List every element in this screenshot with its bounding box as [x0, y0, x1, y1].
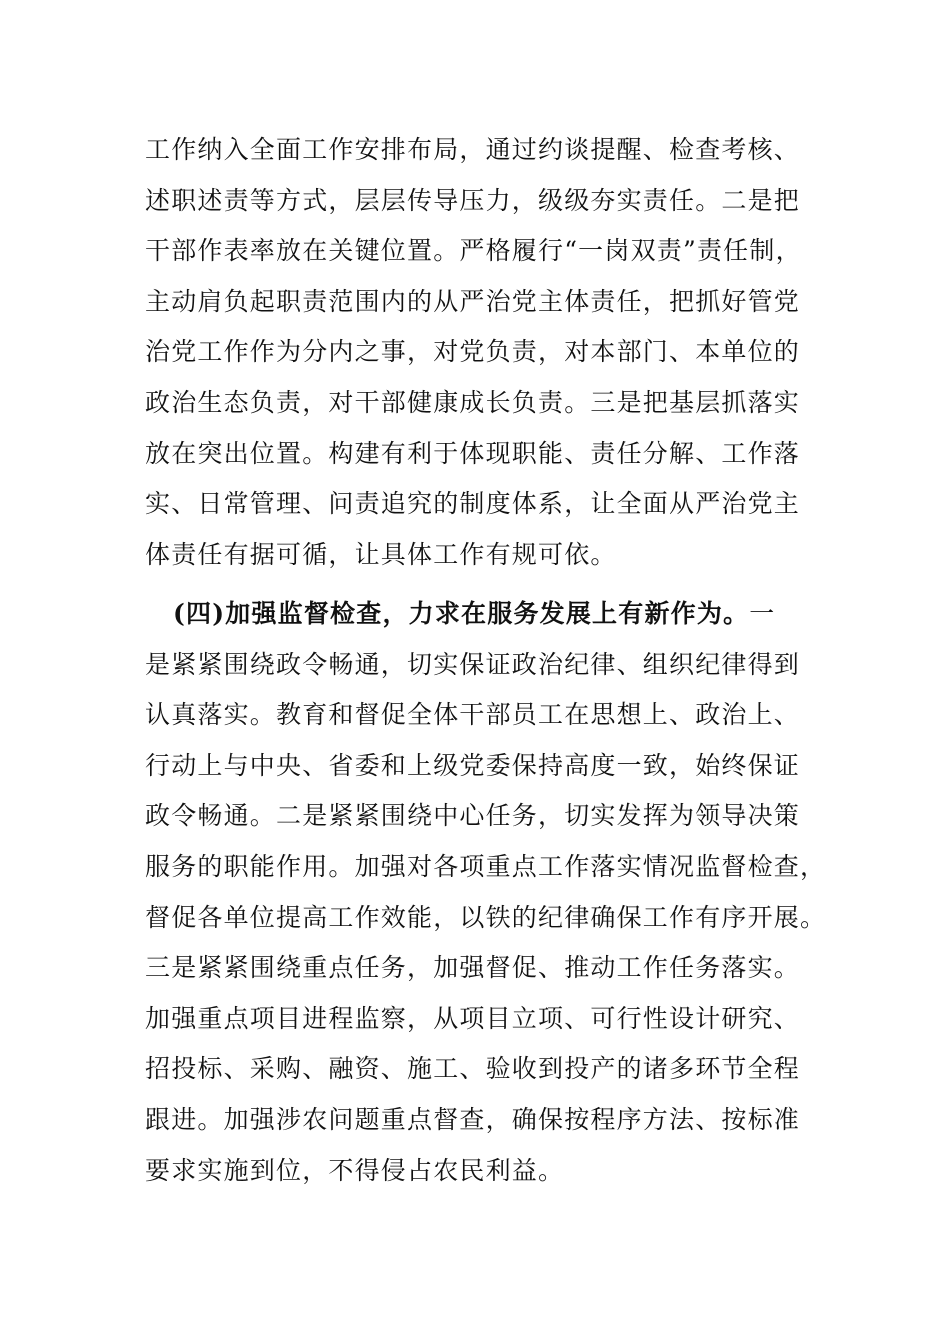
- text-line: 放在突出位置。构建有利于体现职能、责任分解、工作落: [145, 438, 801, 468]
- text-line: 实、日常管理、问责追究的制度体系，让全面从严治党主: [145, 489, 801, 519]
- text-line: 治党工作作为分内之事，对党负责，对本部门、本单位的: [145, 337, 801, 367]
- section-heading: (四)加强监督检查，力求在服务发展上有新作为。: [173, 599, 750, 628]
- text-line: 政治生态负责，对干部健康成长负责。三是把基层抓落实: [145, 387, 801, 417]
- heading-trailing-text: 一: [749, 599, 776, 628]
- paragraph-supervision: [145, 589, 827, 1196]
- text-line: 主动肩负起职责范围内的从严治党主体责任，把抓好管党: [145, 286, 801, 316]
- text-line: 政令畅通。二是紧紧围绕中心任务，切实发挥为领导决策: [145, 801, 801, 831]
- text-line: 服务的职能作用。加强对各项重点工作落实情况监督检查，: [145, 851, 827, 881]
- paragraph-responsibility: [145, 125, 805, 580]
- text-line: 认真落实。教育和督促全体干部员工在思想上、政治上、: [145, 700, 801, 730]
- text-line: 体责任有据可循，让具体工作有规可依。: [145, 539, 617, 569]
- text-line: 干部作表率放在关键位置。严格履行“一岗双责”责任制，: [145, 236, 802, 266]
- text-line: 招投标、采购、融资、施工、验收到投产的诸多环节全程: [145, 1054, 801, 1084]
- text-line: 跟进。加强涉农问题重点督查，确保按程序方法、按标准: [145, 1104, 801, 1134]
- text-line: 加强重点项目进程监察，从项目立项、可行性设计研究、: [145, 1003, 801, 1033]
- text-line: 行动上与中央、省委和上级党委保持高度一致，始终保证: [145, 750, 801, 780]
- text-line: 工作纳入全面工作安排布局，通过约谈提醒、检查考核、: [145, 135, 801, 164]
- text-line: 三是紧紧围绕重点任务，加强督促、推动工作任务落实。: [145, 953, 801, 983]
- text-line: 述职述责等方式，层层传导压力，级级夯实责任。二是把: [145, 185, 801, 215]
- text-line: 督促各单位提高工作效能，以铁的纪律确保工作有序开展。: [145, 902, 827, 932]
- text-line: 要求实施到位，不得侵占农民利益。: [145, 1155, 565, 1185]
- text-line-first: [145, 589, 805, 640]
- text-line: 是紧紧围绕政令畅通，切实保证政治纪律、组织纪律得到: [145, 649, 801, 679]
